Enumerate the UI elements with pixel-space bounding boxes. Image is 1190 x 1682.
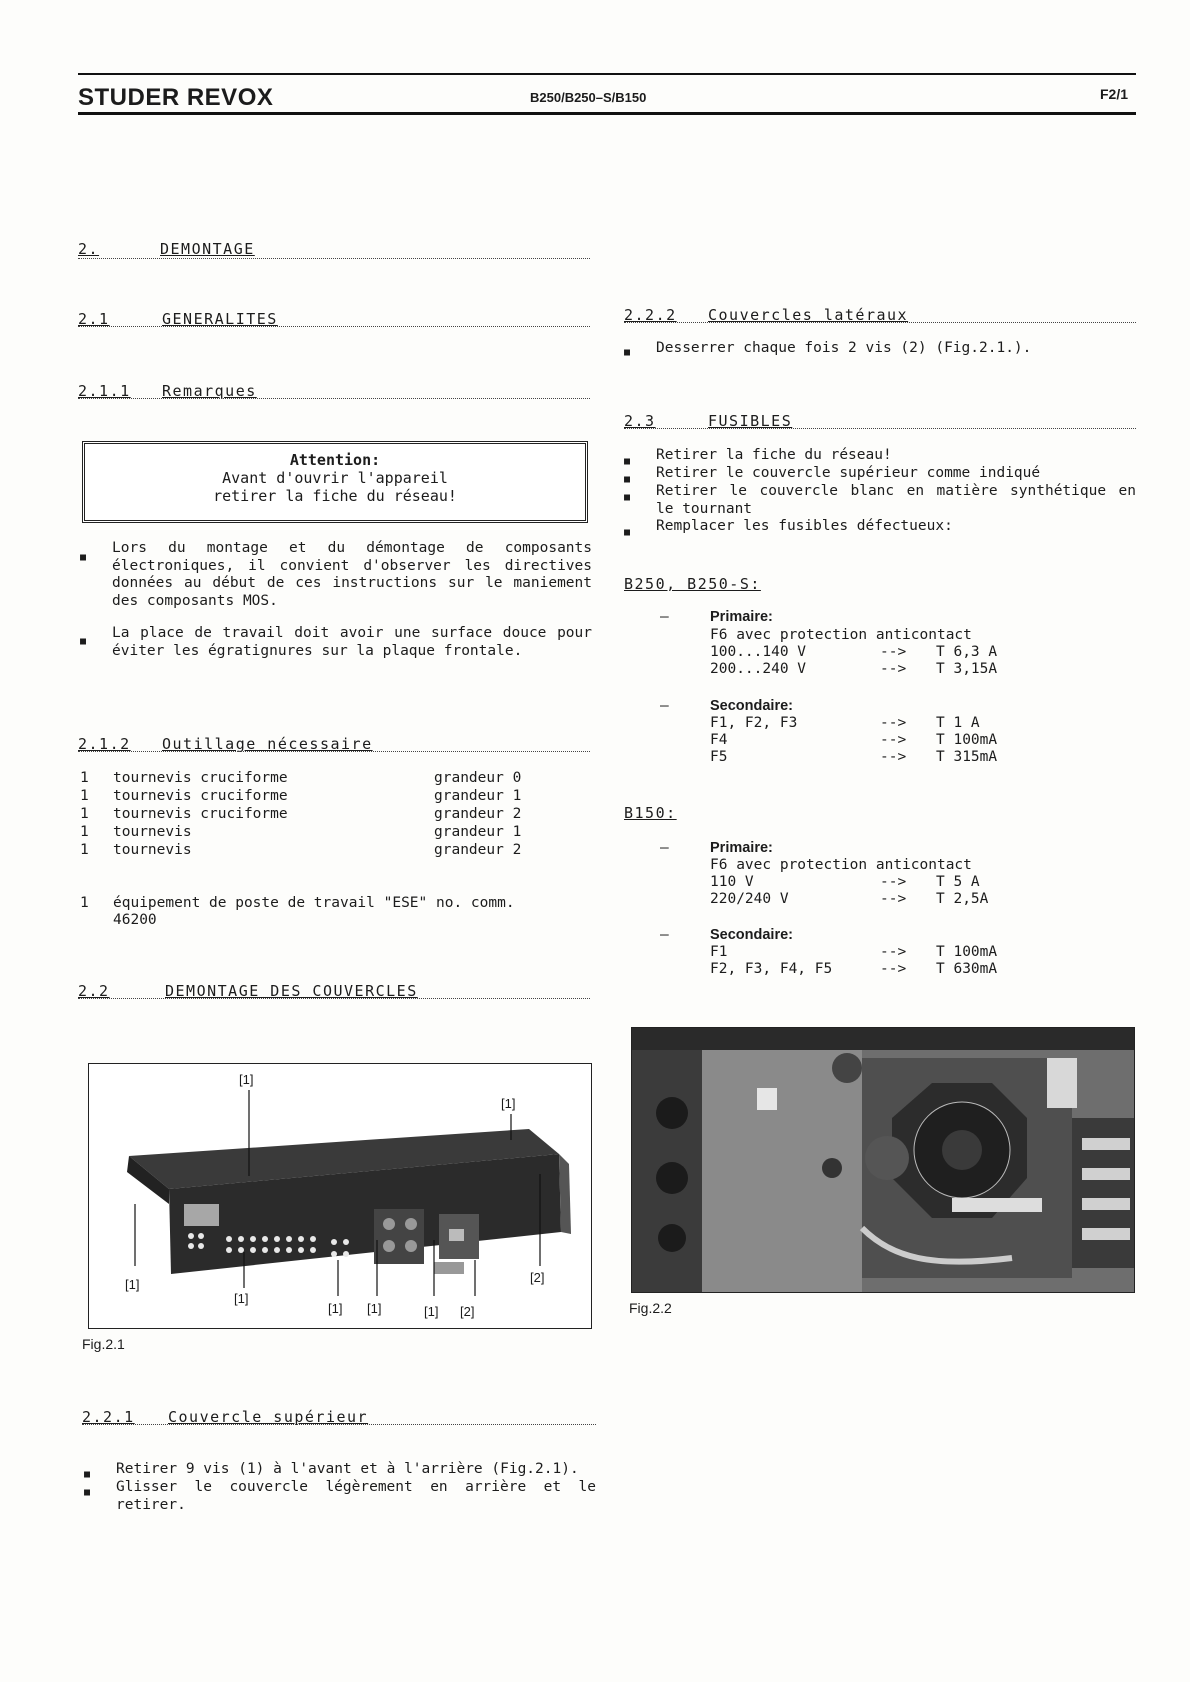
fuse-step-white-cover: Retirer le couvercle blanc en matière synthétique en le tournant [656,483,1136,517]
amplifier-rear-photo [89,1064,591,1328]
equipment-line-2: 46200 [113,912,157,928]
fuse-arrow: --> [880,661,907,677]
procedure-step-remove-screws: Retirer 9 vis (1) à l'avant et à l'arrière (Fig.2.1). [116,1461,579,1477]
dash-marker: – [660,609,669,625]
tool-size: grandeur 2 [434,806,522,822]
fuse-step-remove-cover: Retirer le couvercle supérieur comme indiqué [656,465,1041,481]
b150-primary-label: Primaire: [710,840,773,856]
fuse-step-unplug: Retirer la fiche du réseau! [656,447,892,463]
section-2-1-1-number: 2.1.1 [78,382,131,400]
section-2-2-title: DEMONTAGE DES COUVERCLES [165,982,418,1000]
section-2-2-rule [78,998,590,999]
section-2-2-1-rule [82,1424,596,1425]
procedure-step-slide-cover: Glisser le couvercle légèrement en arrière et le retirer. [116,1479,596,1513]
section-2-2-2-rule [624,322,1136,323]
note-paragraph-surface: La place de travail doit avoir une surface douce pour éviter les égratignures sur la plaque frontale. [112,625,592,659]
attention-line-1: Avant d'ouvrir l'appareil [222,469,448,487]
section-2-title: DEMONTAGE [160,240,255,258]
fuse-rating: T 315mA [936,749,998,765]
b250-primary-label: Primaire: [710,609,773,625]
section-2-3-title: FUSIBLES [708,412,793,430]
fuse-holder-photo [632,1028,1134,1292]
tool-size: grandeur 2 [434,842,522,858]
equipment-qty: 1 [80,895,89,911]
fuse-rating: T 630mA [936,961,998,977]
b150-secondary-label: Secondaire: [710,927,793,943]
section-2-2-1-number: 2.2.1 [82,1408,135,1426]
dash-marker: – [660,698,669,714]
section-2-2-2-title: Couvercles latéraux [708,306,909,324]
bullet-marker: ■ [624,492,631,503]
bullet-marker: ■ [624,474,631,485]
figure-label-screw: [1] [328,1301,343,1316]
tool-name: tournevis [113,842,192,858]
section-2-1-2-number: 2.1.2 [78,735,131,753]
section-2-1-title: GENERALITES [162,310,278,328]
header-bottom-rule [78,112,1136,115]
header-top-rule [78,73,1136,75]
tool-qty: 1 [80,806,89,822]
fuse-arrow: --> [880,749,907,765]
section-2-1-rule [78,326,590,327]
b150-title: B150: [624,804,677,822]
figure-label-side-screw: [2] [460,1304,475,1319]
fuse-rating: T 5 A [936,874,980,890]
fuse-arrow: --> [880,644,907,660]
figure-2-2-frame [631,1027,1135,1293]
fuse-step-replace: Remplacer les fusibles défectueux: [656,518,953,534]
fuse-arrow: --> [880,891,907,907]
bullet-marker: ■ [624,527,631,538]
bullet-marker: ■ [80,552,87,563]
section-2-1-number: 2.1 [78,310,110,328]
figure-label-screw: [1] [239,1072,254,1087]
section-2-3-rule [624,428,1136,429]
fuse-id: F1 [710,944,728,960]
tool-size: grandeur 1 [434,824,522,840]
tool-qty: 1 [80,788,89,804]
section-2-2-1-title: Couvercle supérieur [168,1408,369,1426]
section-2-2-2-number: 2.2.2 [624,306,677,324]
tool-qty: 1 [80,842,89,858]
section-2-1-1-title: Remarques [162,382,257,400]
bullet-marker: ■ [624,347,631,358]
b250-title: B250, B250-S: [624,575,761,593]
fuse-arrow: --> [880,944,907,960]
figure-label-screw: [1] [234,1291,249,1306]
figure-label-side-screw: [2] [530,1270,545,1285]
bullet-marker: ■ [624,456,631,467]
fuse-id: F2, F3, F4, F5 [710,961,833,977]
fuse-voltage: 110 V [710,874,754,890]
tool-size: grandeur 0 [434,770,522,786]
section-2-2-number: 2.2 [78,982,110,1000]
figure-label-screw: [1] [424,1304,439,1319]
fuse-rating: T 3,15A [936,661,998,677]
model-number: B250/B250–S/B150 [530,90,647,105]
attention-title: Attention: [289,451,381,469]
tool-name: tournevis cruciforme [113,770,288,786]
fuse-arrow: --> [880,732,907,748]
figure-2-2-caption: Fig.2.2 [629,1300,672,1316]
bullet-marker: ■ [84,1487,91,1498]
figure-label-screw: [1] [125,1277,140,1292]
b150-primary-desc: F6 avec protection anticontact [710,857,972,873]
fuse-voltage: 220/240 V [710,891,789,907]
tool-qty: 1 [80,824,89,840]
bullet-marker: ■ [84,1469,91,1480]
dash-marker: – [660,840,669,856]
tool-name: tournevis cruciforme [113,788,288,804]
fuse-id: F4 [710,732,728,748]
b250-secondary-label: Secondaire: [710,698,793,714]
fuse-rating: T 100mA [936,732,998,748]
fuse-arrow: --> [880,961,907,977]
section-2-1-1-rule [78,398,590,399]
figure-label-screw: [1] [501,1096,516,1111]
fuse-voltage: 200...240 V [710,661,807,677]
fuse-arrow: --> [880,874,907,890]
section-2-rule [78,258,590,259]
fuse-voltage: 100...140 V [710,644,807,660]
tool-qty: 1 [80,770,89,786]
fuse-rating: T 6,3 A [936,644,998,660]
fuse-rating: T 100mA [936,944,998,960]
equipment-line-1: équipement de poste de travail "ESE" no. comm. [113,895,515,911]
fuse-arrow: --> [880,715,907,731]
figure-2-1-frame [88,1063,592,1329]
section-2-3-number: 2.3 [624,412,656,430]
tool-name: tournevis cruciforme [113,806,288,822]
fuse-rating: T 1 A [936,715,980,731]
section-2-1-2-title: Outillage nécessaire [162,735,373,753]
section-2-1-2-rule [78,751,590,752]
note-paragraph-mos: Lors du montage et du démontage de composants électroniques, il convient d'observer les directives données au début de ces instructions sur le maniement des composants MOS. [112,540,592,609]
figure-2-1-caption: Fig.2.1 [82,1336,125,1352]
brand-logo: STUDER REVOX [78,84,274,111]
page-number: F2/1 [1100,86,1129,102]
tool-size: grandeur 1 [434,788,522,804]
tool-name: tournevis [113,824,192,840]
attention-line-2: retirer la fiche du réseau! [213,487,457,505]
dash-marker: – [660,927,669,943]
figure-label-screw: [1] [367,1301,382,1316]
fuse-id: F5 [710,749,728,765]
procedure-step-side-covers: Desserrer chaque fois 2 vis (2) (Fig.2.1.). [656,340,1032,356]
fuse-rating: T 2,5A [936,891,989,907]
section-2-number: 2. [78,240,100,258]
bullet-marker: ■ [80,636,87,647]
fuse-id: F1, F2, F3 [710,715,798,731]
b250-primary-desc: F6 avec protection anticontact [710,627,972,643]
